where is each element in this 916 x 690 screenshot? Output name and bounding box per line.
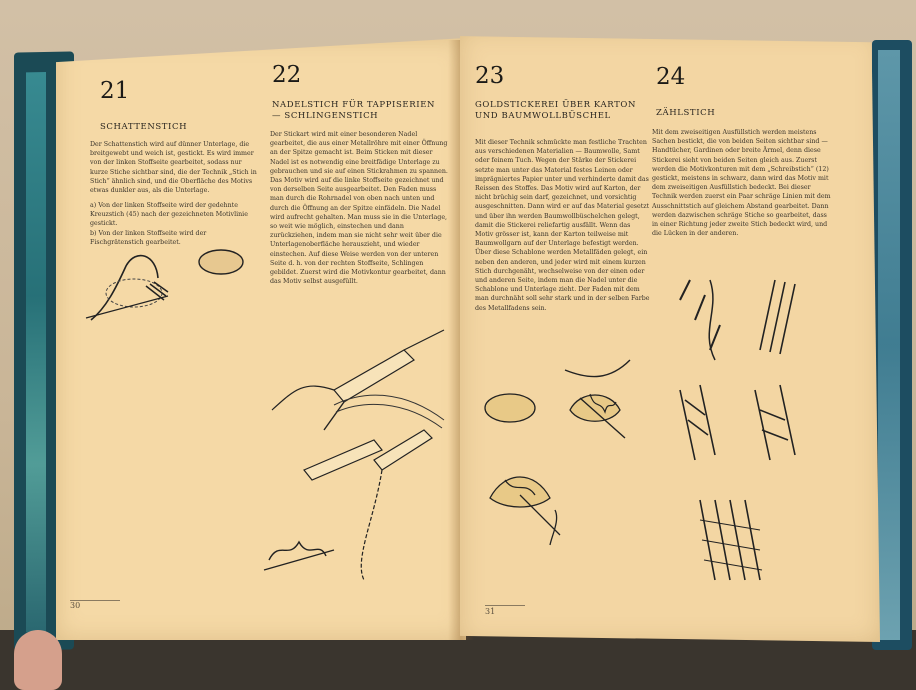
cover-foil xyxy=(26,72,46,632)
folio-rule-right xyxy=(485,605,525,606)
section-heading-21: SCHATTENSTICH xyxy=(100,122,188,132)
section-note-a-21: a) Von der linken Stoffseite wird der gedehnte Kreuzstich (45) nach der gezeichneten Motivlinie gestickt. xyxy=(90,202,248,228)
punch-needle-illustration xyxy=(264,330,464,590)
section-number-24: 24 xyxy=(656,64,686,90)
folio-left: 30 xyxy=(70,601,81,610)
gold-embroidery-illustration xyxy=(480,350,650,550)
section-number-22: 22 xyxy=(272,62,302,88)
shadow-stitch-illustration xyxy=(86,248,256,328)
section-note-b-21: b) Von der linken Stoffseite wird der Fischgrätenstich gearbeitet. xyxy=(90,230,207,247)
cover-edge xyxy=(878,50,900,640)
counted-stitch-illustration xyxy=(660,270,820,590)
section-heading-24: ZÄHLSTICH xyxy=(656,108,716,118)
thumb xyxy=(14,630,62,690)
section-body-23: Mit dieser Technik schmückte man festliche Trachten aus verschiedenen Materialien — Baumwolle, Samt oder feinem Tuch. Wegen der Stärke der Stickerei setzte man unter das Material festes Leinen oder imprägniertes Papier unter und verhinderte damit das Reissen des Stoffes. Das Motiv wird auf Karton, der nicht brüchig sein darf, gezeichnet, und vorsichtig ausgeschnitten. Dann wird er auf das Material gesetzt und über ihn werden Baumwollbüschelchen gelegt, damit die Stickerei reliefartig ausfällt. Wenn das Motiv grösser ist, kann der Karton teilweise mit Baumwollgarn auf der Unterlage befestigt werden. Über diese Schablone werden Metallfäden gelegt, ein neben den anderen, und jeder wird mit einem kurzen Stich durchgenäht, wechselweise von der einen oder und anderen Seite, indem man die Nadel unter die Schablone und Unterlage zieht. Der Faden mit dem man durchnäht soll sehr stark und in der selben Farbe des Metallfadens sein. xyxy=(475,139,650,312)
section-body-24: Mit dem zweiseitigen Ausfüllstich werden meistens Sachen bestickt, die von beiden Seiten sichtbar sind — Handtücher, Gardinen oder breite Ärmel, denn diese Stickerei sieht von beiden Seiten gleich aus. Zuerst werden die Motivkonturen mit dem „Schreibstich“ (12) gestickt, meistens in schwarz, dann wird das Motiv mit dem zweiseitigen Ausfüllstich bedeckt. Bei dieser Technik werden zuerst ein Paar schräge Linien mit dem Ausschnittstich auf gleichem Abstand gearbeitet. Dann werden dazwischen schräge Stiche so gearbeitet, dass in einer Richtung jeder zweite Stich bedeckt wird, und die Lücken in der anderen. xyxy=(652,129,831,238)
section-body-21: Der Schattenstich wird auf dünner Unterlage, die breitgewebt und weich ist, gestickt. Es wird immer von der linken Stoffseite gearbeitet, sodass nur kurze Stiche sichtbar sind, die der Technik „Stich in Stich“ ähnlich sind, und die Oberfläche des Motivs etwas dunkler aus, als die Unterlage. xyxy=(90,141,257,195)
section-heading-23: GOLDSTICKEREI ÜBER KARTON UND BAUMWOLLBÜSCHEL xyxy=(475,100,636,121)
folio-rule-left xyxy=(70,600,120,601)
section-heading-22: NADELSTICH FÜR TAPPISERIEN — SCHLINGENSTICH xyxy=(272,100,436,121)
section-number-23: 23 xyxy=(475,63,505,89)
section-body-22: Der Stickart wird mit einer besonderen Nadel gearbeitet, die aus einer Metallröhre mit einer Öffnung an der Spitze gemacht ist. Beim Sticken mit dieser Nadel ist es notwendig eine breitfädige Unterlage zu gebrauchen und sie auf einen Stickrahmen zu spannen. Das Motiv wird auf die linke Stoffseite gezeichnet und von derselben Seite ausgearbeitet. Den Faden muss man durch die Rohrnadel von oben nach unten und durch die Öffnung an der Spitze einfädeln. Die Nadel wird aufrecht gehalten. Man muss sie in die Unterlage, so weit wie möglich, einstechen und dann zurückziehen, indem man sie nicht sehr weit über die Unterlagenoberfläche herauszieht, und wieder einstechen. Auf diese Weise werden von der unteren Seite d. h. von der rechten Stoffseite, Schlingen gebildet. Zuerst wird die Motivkontur gearbeitet, dann das Motiv selbst ausgefüllt. xyxy=(270,131,448,286)
section-number-21: 21 xyxy=(100,78,130,104)
folio-right: 31 xyxy=(485,607,496,616)
